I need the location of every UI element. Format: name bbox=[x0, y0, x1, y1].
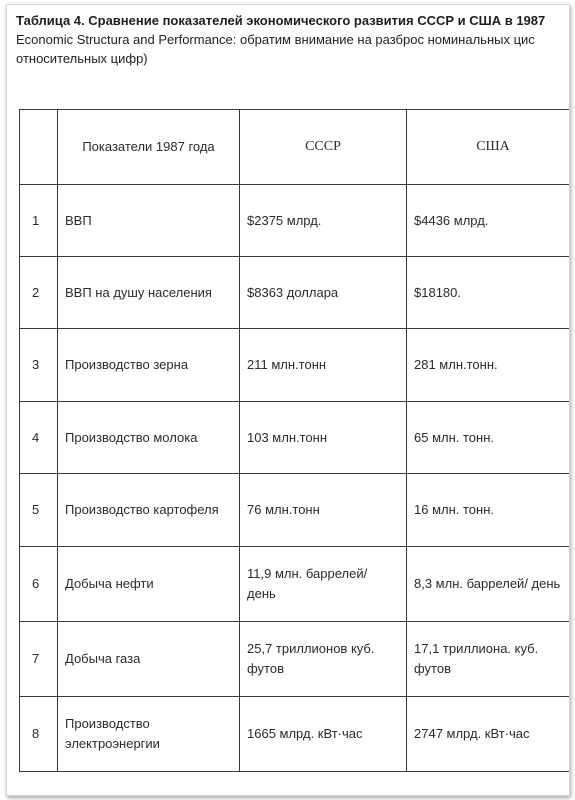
row-usa-value: 16 млн. тонн. bbox=[407, 474, 571, 547]
row-indicator: Производство молока bbox=[58, 402, 240, 474]
row-ussr-value: 103 млн.тонн bbox=[240, 402, 407, 474]
table-row bbox=[20, 329, 571, 402]
table-row bbox=[20, 547, 571, 622]
table-row bbox=[20, 697, 571, 772]
row-usa-value: $18180. bbox=[407, 257, 571, 329]
row-indicator: Добыча нефти bbox=[58, 547, 240, 622]
row-indicator: Добыча газа bbox=[58, 622, 240, 697]
row-ussr-value: 211 млн.тонн bbox=[240, 329, 407, 402]
row-ussr-value: 11,9 млн. баррелей/ день bbox=[240, 547, 407, 622]
row-ussr-value: 76 млн.тонн bbox=[240, 474, 407, 547]
row-ussr-value: $8363 доллара bbox=[240, 257, 407, 329]
row-ussr-value: 1665 млрд. кВт·час bbox=[240, 697, 407, 772]
table-subtitle-line-1: Economic Structura and Performance: обратим внимание на разброс номинальных цис bbox=[16, 32, 535, 47]
header-ussr-cell: СССР bbox=[240, 110, 407, 185]
row-number: 2 bbox=[20, 257, 58, 329]
row-indicator: Производство картофеля bbox=[58, 474, 240, 547]
row-number: 8 bbox=[20, 697, 58, 772]
row-usa-value: 65 млн. тонн. bbox=[407, 402, 571, 474]
row-usa-value: 8,3 млн. баррелей/ день bbox=[407, 547, 571, 622]
row-number: 7 bbox=[20, 622, 58, 697]
table-row bbox=[20, 474, 571, 547]
table-subtitle-line-2: относительных цифр) bbox=[16, 51, 148, 66]
header-usa-cell: США bbox=[407, 110, 571, 185]
row-number: 1 bbox=[20, 185, 58, 257]
row-indicator: ВВП bbox=[58, 185, 240, 257]
row-ussr-value: $2375 млрд. bbox=[240, 185, 407, 257]
row-indicator: ВВП на душу населения bbox=[58, 257, 240, 329]
row-usa-value: 2747 млрд. кВт·час bbox=[407, 697, 571, 772]
table-row bbox=[20, 185, 571, 257]
row-number: 6 bbox=[20, 547, 58, 622]
comparison-table bbox=[19, 109, 570, 772]
table-caption bbox=[16, 11, 570, 68]
row-indicator: Производство электроэнергии bbox=[58, 697, 240, 772]
header-indicator-cell: Показатели 1987 года bbox=[58, 110, 240, 185]
table-title: Таблица 4. Сравнение показателей экономического развития СССР и США в 1987 bbox=[16, 13, 546, 28]
table-row bbox=[20, 402, 571, 474]
row-usa-value: 17,1 триллиона. куб. футов bbox=[407, 622, 571, 697]
row-ussr-value: 25,7 триллионов куб. футов bbox=[240, 622, 407, 697]
table-row bbox=[20, 622, 571, 697]
row-indicator: Производство зерна bbox=[58, 329, 240, 402]
row-number: 3 bbox=[20, 329, 58, 402]
row-number: 5 bbox=[20, 474, 58, 547]
header-number-cell bbox=[20, 110, 58, 185]
table-row bbox=[20, 257, 571, 329]
document-frame bbox=[6, 4, 570, 796]
row-number: 4 bbox=[20, 402, 58, 474]
row-usa-value: $4436 млрд. bbox=[407, 185, 571, 257]
table-header-row bbox=[20, 110, 571, 185]
row-usa-value: 281 млн.тонн. bbox=[407, 329, 571, 402]
